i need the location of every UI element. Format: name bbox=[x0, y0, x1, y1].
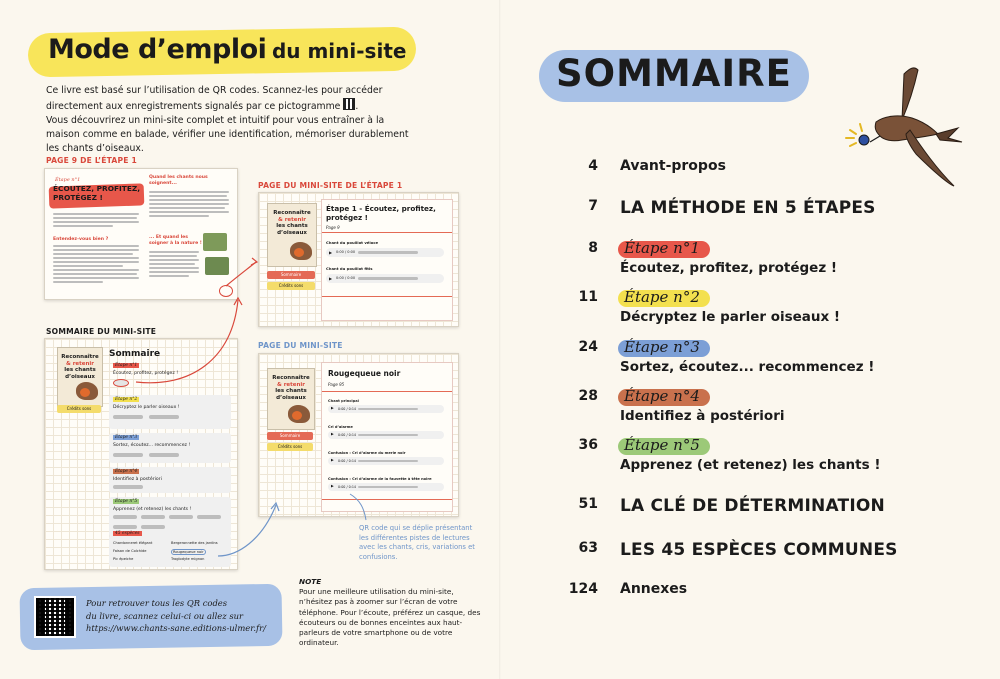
intro-paragraph-2: Vous découvrirez un mini-site complet et intuitif pour vous entraîner à la maison comme en balade, vérifier une identification, mémoriser durablement les chants d’oiseaux. bbox=[46, 115, 409, 154]
credits-button[interactable]: Crédits sons bbox=[267, 282, 315, 290]
bird-photo-1 bbox=[203, 233, 227, 251]
especes-tag: 45 espèces bbox=[115, 531, 140, 536]
track-label: Confusion : Cri d’alarme de la fauvette à tête noire bbox=[328, 477, 432, 481]
play-icon[interactable]: ▶ bbox=[331, 484, 334, 488]
credits-button[interactable]: Crédits sons bbox=[267, 443, 313, 451]
title-sub: du mini-site bbox=[271, 39, 407, 63]
book-side-heading-2: ... Et quand les soigner à la nature ! bbox=[149, 235, 202, 246]
minisite-etape-preview bbox=[258, 192, 459, 327]
play-icon[interactable]: ▶ bbox=[331, 406, 334, 410]
track-label: Chant principal bbox=[328, 399, 359, 403]
cover-title: Reconnaître & retenir les chants d’oiseaux bbox=[272, 375, 310, 401]
etape-page-ref: Page 9 bbox=[326, 225, 340, 230]
book-body-text bbox=[53, 213, 141, 233]
species-item-rougequeue[interactable]: Rougequeue noir bbox=[173, 550, 204, 554]
audio-player[interactable]: ▶ 0:00 / 0:14 bbox=[328, 405, 444, 413]
sommaire-title: SOMMAIRE bbox=[556, 52, 792, 95]
cover-title: Reconnaître & retenir les chants d’oiseaux bbox=[61, 354, 99, 380]
sommaire-etape-4[interactable]: Étape n°4 Identifiez à postériori bbox=[109, 467, 231, 493]
track-2-label: Chant du pouillot fitis bbox=[326, 266, 373, 271]
note-block bbox=[299, 577, 484, 648]
audio-player[interactable]: ▶ 0:00 / 0:14 bbox=[328, 431, 444, 439]
book-page-preview bbox=[44, 168, 238, 300]
track-1-label: Chant du pouillot véloce bbox=[326, 240, 379, 245]
toc-entry-etape-1[interactable]: 8 Étape n°1 Écoutez, profitez, protégez ! bbox=[588, 239, 838, 276]
toc-entry-etape-2[interactable]: 11 Étape n°2 Décryptez le parler oiseaux ! bbox=[578, 288, 841, 325]
etape-title: Étape 1 - Écoutez, profitez, protégez ! bbox=[326, 204, 436, 222]
etape-content bbox=[321, 199, 453, 321]
species-item[interactable]: Faisan de Colchide bbox=[113, 549, 147, 553]
book-subheading: Entendez-vous bien ? bbox=[53, 237, 109, 242]
bird-photo-2 bbox=[205, 257, 229, 275]
robin-illustration bbox=[288, 405, 310, 423]
play-icon[interactable]: ▶ bbox=[329, 250, 333, 255]
book-side-text-2 bbox=[149, 251, 199, 281]
book-side-heading-1: Quand les chants nous soignent... bbox=[149, 175, 208, 186]
audio-player[interactable]: ▶ 0:00 / 0:14 bbox=[328, 483, 444, 491]
label-minisite-etape: PAGE DU MINI-SITE DE L’ÉTAPE 1 bbox=[258, 181, 403, 190]
species-content bbox=[321, 362, 453, 512]
cover-title: Reconnaître & retenir les chants d’oiseaux bbox=[273, 210, 311, 236]
toc-entry-etape-5[interactable]: 36 Étape n°5 Apprenez (et retenez) les chants ! bbox=[578, 436, 881, 473]
book-cover bbox=[267, 203, 317, 267]
book-side-text bbox=[149, 191, 229, 231]
site-url-link[interactable]: https://www.chants-sane.editions-ulmer.fr/ bbox=[86, 623, 266, 633]
swift-bird-illustration bbox=[836, 58, 986, 198]
credits-button[interactable]: Crédits sons bbox=[57, 405, 101, 413]
species-title: Rougequeue noir bbox=[328, 369, 401, 378]
intro-text: Ce livre est basé sur l’utilisation de QR codes. Scannez-les pour accéder directement aux enregistrements signalés par ce pictogramme . Vous découvrirez un mini-site complet et intuitif pour vous entraîner à la maison comme en balade, vérifier une identification, mémoriser durablement les chants d’oiseaux. bbox=[46, 85, 409, 154]
robin-illustration bbox=[290, 242, 312, 260]
sommaire-title: Sommaire bbox=[109, 349, 161, 359]
sommaire-etape-1[interactable]: Étape n°1 Écoutez, profitez, protégez ! bbox=[109, 363, 231, 395]
sommaire-button[interactable]: Sommaire bbox=[267, 271, 315, 279]
track-label: Cri d’alarme bbox=[328, 425, 353, 429]
qr-box-text: Pour retrouver tous les QR codes du livre, scannez celui-ci ou allez sur https://www.chants-sane.editions-ulmer.fr/ bbox=[86, 598, 266, 633]
audio-player-1[interactable]: ▶ 0:00 / 0:00 bbox=[326, 248, 444, 257]
etape-tag: Étape n°4 bbox=[620, 387, 704, 405]
sommaire-button[interactable]: Sommaire bbox=[267, 432, 313, 440]
label-page9: PAGE 9 DE L’ÉTAPE 1 bbox=[46, 156, 137, 165]
minisite-sommaire-preview bbox=[44, 338, 238, 570]
qr-caption: QR code qui se déplie présentant les différentes pistes de lectures avec les chants, cris, variations et confusions. bbox=[359, 524, 475, 561]
etape-tag: Étape n°3 bbox=[620, 338, 704, 356]
right-page: SOMMAIRE 4 Avant-propos 7 LA MÉTHODE EN 5 ÉTAPES 8 Étape n°1 Écoutez, profitez, protégez ! 11 Étape n°2 Décryptez le parler oiseaux ! 24 Étape n°3 Sortez, écoutez... recommencez ! 28 Étape n°4 Identifiez à postériori 36 Étape n°5 Apprenez (et retenez) les chants ! 51 LA CLÉ DE DÉTERMINATION 63 LES 45 ESPÈCES COMMUNES 124 Annexes bbox=[500, 0, 1000, 679]
label-page-minisite: PAGE DU MINI-SITE bbox=[258, 341, 343, 350]
species-item[interactable]: Bergeronnette des jardins bbox=[171, 541, 218, 545]
play-icon[interactable]: ▶ bbox=[329, 276, 333, 281]
toc-entry-etape-4[interactable]: 28 Étape n°4 Identifiez à postériori bbox=[578, 387, 785, 424]
note-title: NOTE bbox=[299, 577, 322, 586]
etape-tag: Étape n°1 bbox=[620, 239, 704, 257]
book-cover bbox=[267, 368, 315, 430]
qr-pictogram-icon bbox=[343, 98, 355, 110]
etape-tag: Étape n°2 bbox=[620, 288, 704, 306]
minisite-species-preview bbox=[258, 353, 459, 517]
audio-player[interactable]: ▶ 0:00 / 0:14 bbox=[328, 457, 444, 465]
label-sommaire-minisite: SOMMAIRE DU MINI-SITE bbox=[46, 327, 157, 336]
note-text: Pour une meilleure utilisation du mini-site, n’hésitez pas à zoomer sur l’écran de votre téléphone. Pour l’écoute, préférez un casque, des écouteurs ou de bonnes enceintes aux haut-parleurs de votre smartphone ou de votre ordinateur. bbox=[299, 587, 481, 648]
species-page-ref: Page 95 bbox=[328, 382, 345, 387]
book-heading: ÉCOUTEZ, PROFITEZ, PROTÉGEZ ! bbox=[53, 184, 141, 202]
page-title bbox=[48, 34, 406, 65]
robin-illustration bbox=[76, 382, 98, 400]
species-item[interactable]: Troglodyte mignon bbox=[171, 557, 205, 561]
sommaire-etapes-list bbox=[109, 363, 231, 537]
sommaire-etape-2[interactable]: Étape n°2 Décryptez le parler oiseaux ! bbox=[109, 395, 231, 429]
sommaire-etape-3[interactable]: Étape n°3 Sortez, écoutez... recommencez ! bbox=[109, 433, 231, 463]
book-etape-tag: Étape n°1 bbox=[55, 177, 81, 183]
audio-player-2[interactable]: ▶ 0:00 / 0:00 bbox=[326, 274, 444, 283]
beetle-prey-icon bbox=[859, 135, 869, 145]
title-main: Mode d’emploi bbox=[48, 34, 267, 65]
species-list bbox=[109, 531, 231, 567]
etape-tag: Étape n°5 bbox=[620, 436, 704, 454]
species-item[interactable]: Chardonneret élégant bbox=[113, 541, 153, 545]
play-icon[interactable]: ▶ bbox=[331, 458, 334, 462]
book-cover bbox=[57, 347, 103, 407]
toc-entry-etape-3[interactable]: 24 Étape n°3 Sortez, écoutez... recommencez ! bbox=[578, 338, 875, 375]
species-item[interactable]: Pic épeiche bbox=[113, 557, 134, 561]
qr-highlight-circle bbox=[219, 285, 233, 297]
track-label: Confusion : Cri d’alarme du merle noir bbox=[328, 451, 406, 455]
intro-paragraph-1: Ce livre est basé sur l’utilisation de QR codes. Scannez-les pour accéder directement aux enregistrements signalés par ce pictogramme bbox=[46, 85, 383, 112]
play-icon[interactable]: ▶ bbox=[331, 432, 334, 436]
sommaire-etape-5[interactable]: Étape n°5 Apprenez (et retenez) les chants ! bbox=[109, 497, 231, 537]
qr-code-icon[interactable] bbox=[34, 596, 76, 638]
book-body-text-2 bbox=[53, 245, 141, 289]
